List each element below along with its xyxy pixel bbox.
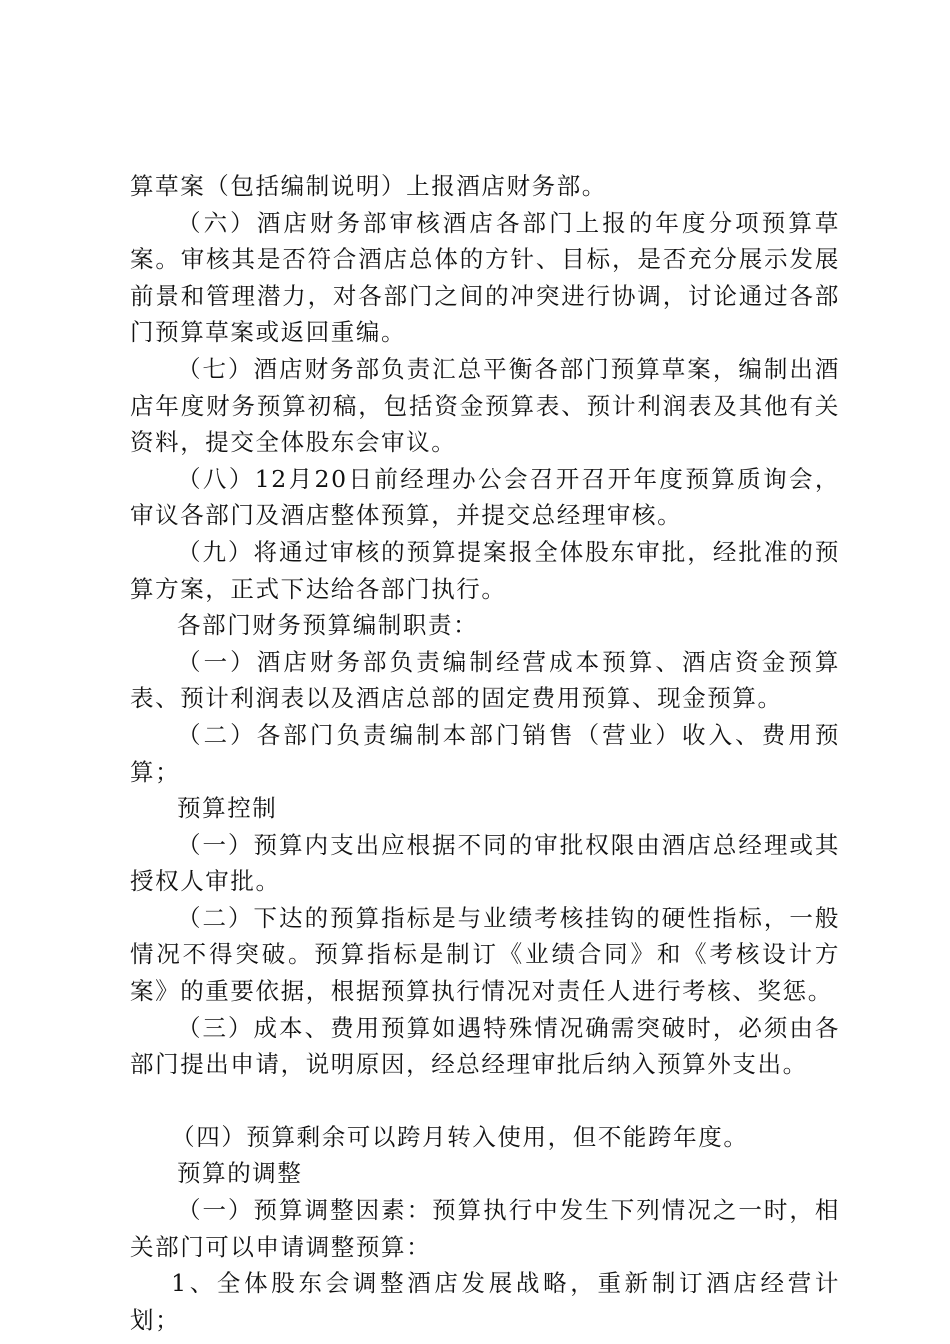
heading-department-duties: 各部门财务预算编制职责： — [177, 611, 479, 640]
paragraph-control-4-carryover: （四）预算剩余可以跨月转入使用，但不能跨年度。 — [171, 1122, 749, 1151]
document-body — [130, 168, 840, 1338]
paragraph-duty-1-finance: （一）酒店财务部负责编制经营成本预算、酒店资金预算表、预计利润表以及酒店总部的固定费用预算、现金预算。 — [130, 647, 840, 713]
paragraph-control-1-approval: （一）预算内支出应根据不同的审批权限由酒店总经理或其授权人审批。 — [130, 830, 840, 896]
paragraph-budget-draft-submission: 算草案（包括编制说明）上报酒店财务部。 — [130, 172, 607, 200]
heading-budget-adjustment: 预算的调整 — [177, 1159, 303, 1188]
paragraph-adjustment-1-factors: （一）预算调整因素：预算执行中发生下列情况之一时，相关部门可以申请调整预算： — [130, 1196, 840, 1261]
paragraph-item-8-review-meeting: （八）12月20日前经理办公会召开召开年度预算质询会，审议各部门及酒店整体预算，并提交总经理审核。 — [130, 464, 840, 530]
paragraph-item-9-approval: （九）将通过审核的预算提案报全体股东审批，经批准的预算方案，正式下达给各部门执行。 — [130, 537, 840, 603]
paragraph-item-7-consolidation: （七）酒店财务部负责汇总平衡各部门预算草案，编制出酒店年度财务预算初稿，包括资金预算表、预计利润表及其他有关资料，提交全体股东会审议。 — [130, 354, 840, 457]
heading-budget-control: 预算控制 — [177, 794, 278, 823]
paragraph-adjustment-item-1: 1、全体股东会调整酒店发展战略，重新制订酒店经营计划； — [130, 1269, 840, 1334]
paragraph-item-6-finance-review: （六）酒店财务部审核酒店各部门上报的年度分项预算草案。审核其是否符合酒店总体的方针、目标，是否充分展示发展前景和管理潜力，对各部门之间的冲突进行协调，讨论通过各部门预算草案或返回重编。 — [130, 208, 840, 347]
paragraph-control-3-overrun: （三）成本、费用预算如遇特殊情况确需突破时，必须由各部门提出申请，说明原因，经总经理审批后纳入预算外支出。 — [130, 1013, 840, 1079]
paragraph-control-2-indicators: （二）下达的预算指标是与业绩考核挂钩的硬性指标，一般情况不得突破。预算指标是制订《业绩合同》和《考核设计方案》的重要依据，根据预算执行情况对责任人进行考核、奖惩。 — [130, 903, 840, 1006]
paragraph-duty-2-departments: （二）各部门负责编制本部门销售（营业）收入、费用预算； — [130, 720, 840, 786]
